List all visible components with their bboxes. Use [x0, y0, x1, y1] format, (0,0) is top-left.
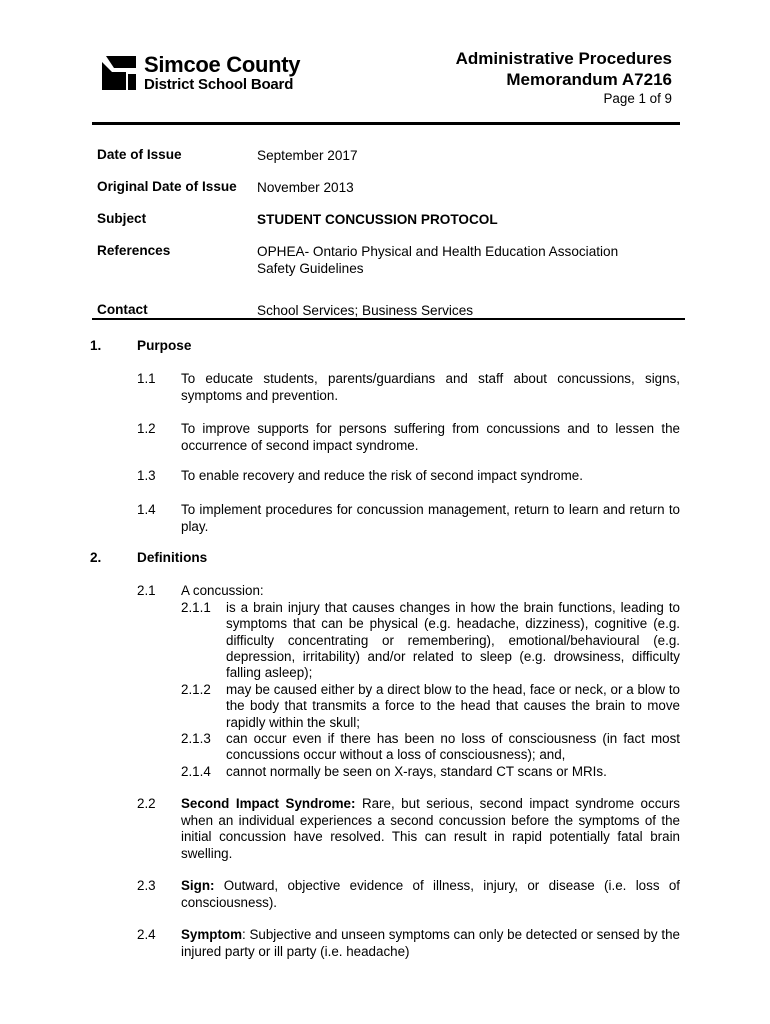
district-logo [100, 52, 300, 97]
definition-term: Sign: [181, 878, 215, 893]
item-number: 1.2 [137, 421, 156, 436]
item-number: 1.4 [137, 502, 156, 517]
subitem-number: 2.1.1 [181, 600, 211, 615]
original-date-label: Original Date of Issue [97, 179, 237, 194]
purpose-item-text: To improve supports for persons suffering from concussions and to lessen the occurrence of second impact syndrome. [181, 421, 680, 453]
header-divider [92, 122, 680, 125]
item-number: 2.3 [137, 878, 156, 893]
definition-body: Rare, but serious, second impact syndrome occurs when an individual experiences a second concussion before the symptoms of the initial concussion have resolved. This can result in rapid potentially fatal brain swelling. [181, 796, 680, 861]
logo-subtitle: District School Board [144, 76, 294, 93]
subitem-number: 2.1.3 [181, 731, 211, 746]
section-number: 2. [90, 550, 102, 565]
definition-item-text [181, 796, 680, 862]
item-number: 2.1 [137, 583, 156, 598]
item-number: 2.4 [137, 927, 156, 942]
section-title-purpose: Purpose [137, 338, 192, 353]
definition-term: Second Impact Syndrome: [181, 796, 356, 811]
definition-item-text: A concussion: [181, 583, 264, 598]
definition-item-text [181, 878, 680, 911]
logo-name: Simcoe County [144, 52, 301, 77]
contact-label: Contact [97, 302, 148, 317]
document-title: Administrative Procedures [455, 49, 672, 68]
date-of-issue-value: September 2017 [257, 148, 358, 163]
subitem-number: 2.1.2 [181, 682, 211, 697]
subitem-text: can occur even if there has been no loss of consciousness (in fact most concussions occur without a loss of consciousness); and, [226, 731, 680, 763]
subitem-text: may be caused either by a direct blow to the head, face or neck, or a blow to the body that transmits a force to the head that causes the brain to move rapidly within the skull; [226, 682, 680, 730]
item-number: 2.2 [137, 796, 156, 811]
item-number: 1.1 [137, 371, 156, 386]
memo-number: Memorandum A7216 [506, 70, 672, 89]
subitem-text: is a brain injury that causes changes in how the brain functions, leading to symptoms that can be physical (e.g. headache, dizziness), cognitive (e.g. difficulty concentrating or remembering), emotional/behavioural (e.g. depression, irritability) and/or related to sleep (e.g. drowsiness, difficulty falling asleep); [226, 600, 680, 681]
meta-divider [92, 318, 685, 320]
section-number: 1. [90, 338, 102, 353]
original-date-value: November 2013 [257, 180, 354, 195]
document-header [456, 48, 672, 108]
item-number: 1.3 [137, 468, 156, 483]
purpose-item-text: To educate students, parents/guardians and staff about concussions, signs, symptoms and prevention. [181, 371, 680, 403]
subitem-number: 2.1.4 [181, 764, 211, 779]
definition-body: Outward, objective evidence of illness, injury, or disease (i.e. loss of consciousness). [181, 878, 680, 910]
purpose-item-text: To implement procedures for concussion management, return to learn and return to play. [181, 502, 680, 534]
contact-value: School Services; Business Services [257, 303, 474, 318]
definition-body: : Subjective and unseen symptoms can only be detected or sensed by the injured party or ill party (i.e. headache) [181, 927, 680, 959]
subject-value: STUDENT CONCUSSION PROTOCOL [257, 212, 498, 227]
subitem-text: cannot normally be seen on X-rays, standard CT scans or MRIs. [226, 764, 607, 779]
purpose-item-text: To enable recovery and reduce the risk of second impact syndrome. [181, 468, 583, 483]
section-title-definitions: Definitions [137, 550, 208, 565]
definition-term: Symptom [181, 927, 243, 942]
references-line-2: Safety Guidelines [257, 261, 364, 276]
logo-mark-icon [100, 54, 138, 92]
definition-item-text [181, 927, 680, 960]
page-indicator: Page 1 of 9 [603, 91, 672, 106]
references-label: References [97, 243, 171, 258]
subject-label: Subject [97, 211, 147, 226]
references-line-1: OPHEA- Ontario Physical and Health Education Association [257, 244, 619, 259]
date-of-issue-label: Date of Issue [97, 147, 182, 162]
